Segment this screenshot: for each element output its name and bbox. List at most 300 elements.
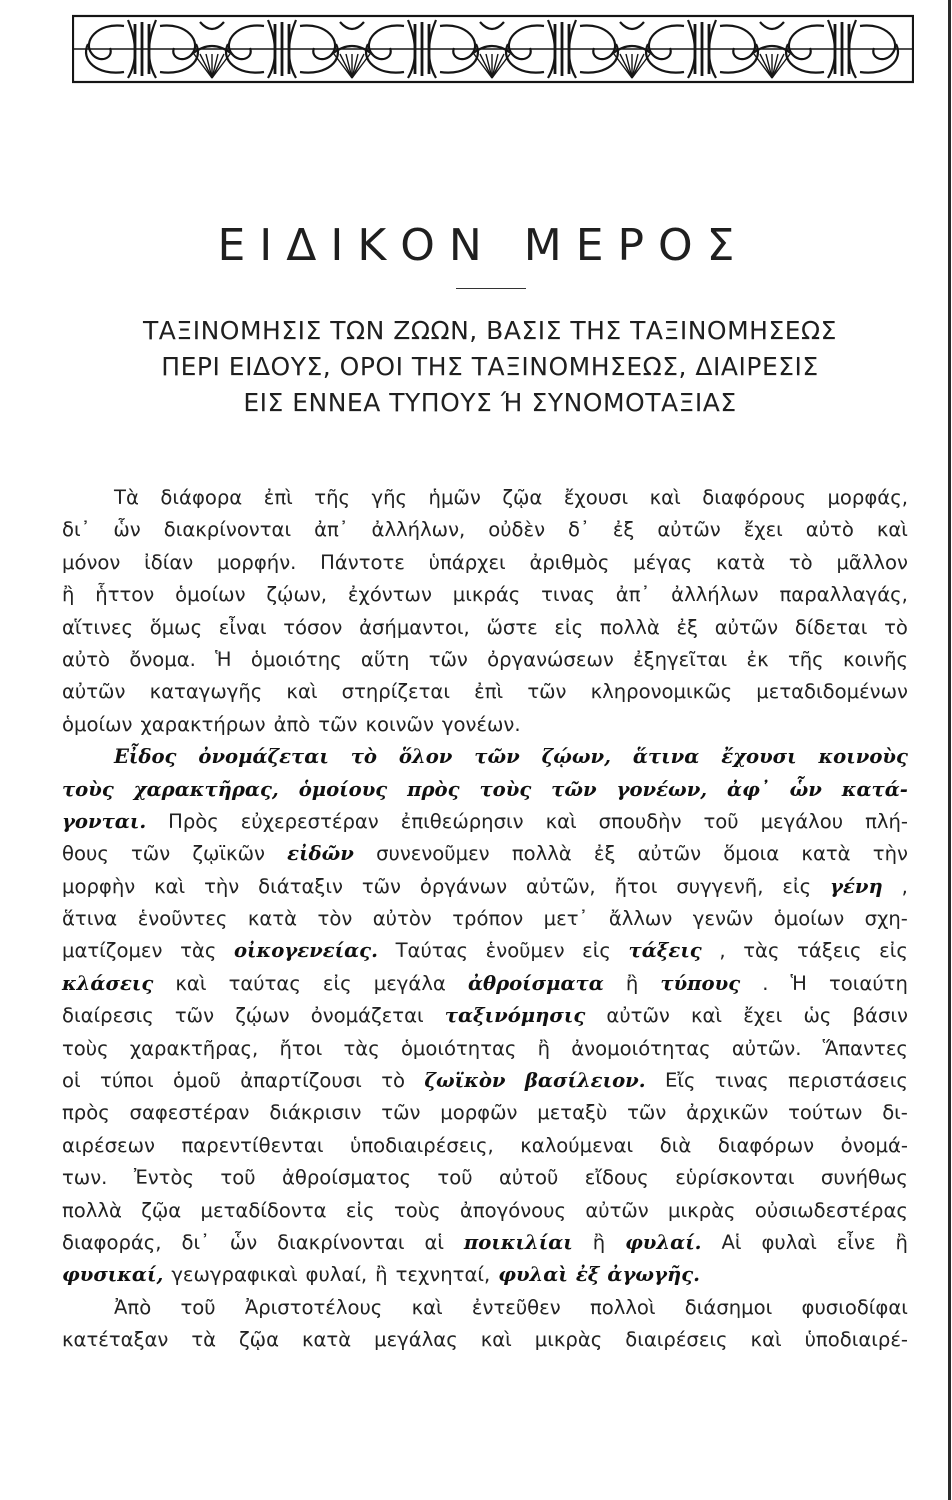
word: μέγας: [633, 550, 693, 574]
word: αὕτη: [360, 647, 410, 671]
text-line: [62, 1324, 908, 1356]
word: καὶ: [286, 680, 318, 704]
word: ὀνομάζεται: [310, 1004, 424, 1028]
word: αὐτῶν: [585, 1198, 649, 1222]
text-line: [62, 1000, 908, 1032]
word: μικρὰς: [534, 1328, 603, 1352]
word: τοιαύτη: [829, 971, 908, 995]
word: τῆς: [314, 486, 350, 509]
word: ἐξ: [676, 615, 698, 639]
word: μεγάλου: [760, 809, 844, 833]
word: μᾶλλον: [836, 550, 908, 574]
text-line: [62, 1259, 908, 1291]
word: τῶν: [627, 1101, 667, 1125]
word: καὶ: [690, 1004, 723, 1028]
text-line: [62, 579, 908, 611]
word: εὑρίσκονται: [675, 1166, 795, 1190]
word: τοῦ: [180, 1295, 216, 1319]
paragraph-3: [62, 1292, 908, 1357]
word: διαίρεσις: [62, 1004, 154, 1028]
word: μορφήν.: [216, 550, 297, 574]
bold-term: ὁμοίους: [298, 777, 388, 801]
word: ἧττον: [95, 583, 155, 607]
word: καλούμεναι: [520, 1133, 634, 1157]
word: ὧν: [113, 518, 141, 542]
bold-term: οἰκογενείας.: [233, 939, 378, 963]
word: τοῦ: [703, 809, 739, 833]
word: ἀθροίσματος: [281, 1166, 411, 1190]
word: τὰς: [743, 939, 780, 963]
text-line: [62, 709, 908, 741]
word: ἤτοι: [279, 1036, 323, 1060]
word: ἀπογόνους: [459, 1198, 566, 1222]
word: γεωγραφικαὶ: [171, 1263, 298, 1287]
word: τὴν: [204, 874, 240, 898]
word: τῶν: [428, 647, 468, 671]
word: Πρὸς: [168, 809, 219, 833]
word: αἱ: [424, 1230, 444, 1254]
word: κατὰ: [247, 907, 298, 931]
word: μεταδίδοντα: [200, 1198, 327, 1222]
word: πλή-: [865, 809, 908, 833]
bold-term: τῶν: [474, 745, 520, 769]
word: ἢ: [375, 1263, 388, 1287]
word: κατὰ: [301, 1328, 352, 1352]
word: τάξεις: [797, 939, 862, 963]
bold-term: ζῴων,: [541, 745, 611, 769]
word: ταύτας: [228, 971, 301, 995]
word: Ἀπὸ: [114, 1295, 152, 1319]
word: τούτων: [788, 1101, 863, 1125]
word: ὁμοῦ: [173, 1069, 221, 1093]
word: ἢ: [625, 971, 639, 995]
word: αὐτοῦ: [498, 1166, 559, 1190]
bold-term: ἐξ: [575, 1263, 600, 1287]
bold-term: ἅτινα: [632, 745, 700, 769]
word: ὁμοίων: [62, 712, 133, 736]
bold-term: ὧν: [789, 777, 822, 801]
word: τῶν: [381, 1101, 421, 1125]
word: ἀρχικῶν: [686, 1101, 769, 1125]
word: χαρακτήρων: [140, 712, 266, 736]
title-divider: [456, 288, 526, 289]
word: ἐπὶ: [474, 680, 504, 704]
word: μεγάλα: [373, 971, 446, 995]
word: καὶ: [480, 1328, 512, 1352]
word: θους: [62, 842, 109, 866]
word: τὰς: [180, 939, 217, 963]
body-text: [62, 482, 908, 1357]
word: ἐξ: [612, 518, 635, 542]
word: διαφοράς,: [62, 1230, 162, 1254]
text-line: [62, 676, 908, 708]
word: ὁμοιότητας: [400, 1036, 517, 1060]
word: Ἀριστοτέλους: [244, 1295, 383, 1319]
word: τινας: [714, 1069, 769, 1093]
word: βάσιν: [852, 1004, 908, 1028]
word: τοὺς: [62, 1036, 109, 1060]
bold-term: ἀγωγῆς.: [607, 1263, 700, 1287]
word: συγγενῆ,: [676, 874, 764, 898]
word: αὐτῶν: [714, 615, 779, 639]
subtitle-line: ΠΕΡΙ ΕΙΔΟΥΣ, ΟΡΟΙ ΤΗΣ ΤΑΞΙΝΟΜΗΣΕΩΣ, ΔΙΑΙΡΕΣΙΣ: [161, 352, 819, 381]
word: γῆς: [371, 486, 408, 509]
text-line: [62, 514, 908, 546]
word: ἀπὸ: [273, 712, 311, 736]
word: Ἅπαντες: [822, 1036, 908, 1060]
bold-term: χαρακτῆρας,: [133, 777, 279, 801]
bold-term: βασίλειον.: [524, 1069, 646, 1093]
word: ὑπάρχει: [428, 550, 506, 574]
text-line: [62, 1130, 908, 1162]
word: πρὸς: [62, 1101, 110, 1125]
word: ἡμῶν: [428, 486, 481, 509]
word: ζῴων,: [266, 583, 328, 607]
word: πολλὰ: [599, 615, 660, 639]
bold-term: τύπους: [660, 971, 741, 995]
word: τὸν: [317, 907, 353, 931]
word: αἵτινες: [62, 615, 134, 639]
word: μεγάλας: [374, 1328, 458, 1352]
subtitle-line: ΤΑΞΙΝΟΜΗΣΙΣ ΤΩΝ ΖΩΩΝ, ΒΑΣΙΣ ΤΗΣ ΤΑΞΙΝΟΜΗΣΕΩΣ: [143, 316, 837, 345]
bold-term: τάξεις: [628, 939, 702, 963]
text-line: [62, 1033, 908, 1065]
word: ἀλλήλων: [671, 583, 759, 607]
word: τεχνηταί,: [395, 1263, 491, 1287]
word: ματίζομεν: [62, 939, 163, 963]
word: ἀλλήλων,: [371, 518, 466, 542]
word: τὰς: [343, 1036, 380, 1060]
word: καὶ: [154, 874, 186, 898]
word: ἢ: [537, 1036, 551, 1060]
word: αὐτὸν: [372, 907, 432, 931]
word: ἑνοῦντες: [137, 907, 228, 931]
page-title: ΕΙΔΙΚΟΝ ΜΕΡΟΣ: [217, 220, 749, 271]
word: εἰς: [879, 939, 908, 963]
word: καὶ: [750, 1328, 782, 1352]
word: φυλαὶ: [761, 1230, 817, 1254]
word: ζῴων: [235, 1004, 290, 1028]
word: ὅμοια: [723, 842, 780, 866]
word: ἢ: [592, 1230, 606, 1254]
word: φυσιοδίφαι: [801, 1295, 908, 1319]
word: συνήθως: [820, 1166, 908, 1190]
word: δι-: [882, 1101, 908, 1125]
word: διαιρέσεις: [625, 1328, 728, 1352]
word: τῶν: [318, 712, 358, 736]
word: κατέταξαν: [62, 1328, 169, 1352]
word: γονέων.: [441, 712, 521, 736]
word: μετ᾿: [543, 907, 589, 931]
bold-term: φυλαὶ: [498, 1263, 568, 1287]
word: εἰς: [345, 1198, 375, 1222]
word: ἢ: [62, 583, 75, 607]
word: Ταύτας: [395, 939, 469, 963]
word: κοινῶν: [365, 712, 434, 736]
word: καταγωγῆς: [149, 680, 263, 704]
word: αὐτῶν: [657, 518, 721, 542]
word: καὶ: [876, 518, 908, 542]
word: μορφῶν: [440, 1101, 518, 1125]
word: ἀσήμαντοι,: [359, 615, 470, 639]
word: οἱ: [62, 1069, 81, 1093]
word: διάσημοι: [684, 1295, 773, 1319]
word: ὁμοιότης: [250, 647, 342, 671]
word: αὐτὸ: [805, 518, 854, 542]
word: εἰς: [582, 939, 611, 963]
word: δι᾿: [181, 1230, 210, 1254]
word: .: [762, 971, 769, 995]
word: Αἱ: [721, 1230, 742, 1254]
word: αιρέσεων: [62, 1133, 155, 1157]
text-line: [62, 1065, 908, 1097]
word: ἐξ: [593, 842, 616, 866]
word: ὀργάνων: [419, 874, 508, 898]
word: αὐτῶν,: [526, 874, 596, 898]
word: αὐτῶν.: [731, 1036, 802, 1060]
word: Τὰ: [114, 486, 139, 509]
bold-term: γένη: [830, 874, 883, 898]
word: μικρὰς: [668, 1198, 736, 1222]
text-line: [62, 741, 908, 773]
text-line: [62, 1097, 908, 1129]
bold-term: ταξινόμησις: [444, 1004, 586, 1028]
bold-term: ὅλον: [398, 745, 453, 769]
word: τρόπον: [452, 907, 524, 931]
bold-term: κλάσεις: [62, 971, 154, 995]
word: ἢ: [895, 1230, 908, 1254]
bold-term: τὸ: [350, 745, 377, 769]
word: παρεντίθενται: [181, 1133, 324, 1157]
word: ζῳϊκῶν: [192, 842, 265, 866]
bold-term: κοινοὺς: [818, 745, 908, 769]
word: τῆς: [787, 647, 824, 671]
word: ὀνομά-: [840, 1133, 908, 1157]
bold-term: ζωϊκὸν: [424, 1069, 506, 1093]
bold-term: Εἶδος: [114, 745, 177, 769]
word: πολλὰ: [62, 1198, 122, 1222]
word: ἐπὶ: [263, 486, 293, 509]
word: τὸ: [788, 550, 813, 574]
word: Ἡ: [215, 647, 232, 671]
text-line: [62, 1227, 908, 1259]
word: καὶ: [545, 809, 577, 833]
text-line: [62, 806, 908, 838]
word: τῶν: [527, 680, 567, 704]
word: τῶν: [174, 1004, 215, 1028]
word: γενῶν: [692, 907, 754, 931]
word: παραλλαγάς,: [779, 583, 908, 607]
word: οὐδὲν: [488, 518, 546, 542]
word: ,: [901, 874, 908, 898]
word: εὐχερεστέραν: [240, 809, 379, 833]
word: αὐτὸ: [62, 647, 111, 671]
word: καὶ: [411, 1295, 443, 1319]
word: τῶν: [131, 842, 171, 866]
word: φυλαί,: [305, 1263, 368, 1287]
word: ζῷα: [239, 1328, 279, 1352]
text-line: [62, 935, 908, 967]
text-line: [62, 1292, 908, 1324]
bold-term: γονέων,: [616, 777, 708, 801]
text-line: [62, 903, 908, 935]
word: διάκρισιν: [269, 1101, 362, 1125]
word: ἐντεῦθεν: [471, 1295, 561, 1319]
word: διακρίνονται: [277, 1230, 405, 1254]
text-line: [62, 838, 908, 870]
word: τοῦ: [220, 1166, 256, 1190]
word: ἀνομοιότητας: [571, 1036, 711, 1060]
word: τινας: [541, 583, 595, 607]
word: ὑποδιαιρέ-: [804, 1328, 908, 1352]
word: πολλὰ: [511, 842, 572, 866]
bold-term: φυλαί.: [625, 1230, 702, 1254]
word: ἄλλων: [608, 907, 673, 931]
word: τὴν: [872, 842, 908, 866]
word: των.: [62, 1166, 108, 1190]
bold-term: ἀθροίσματα: [467, 971, 604, 995]
word: σπουδὴν: [598, 809, 682, 833]
section-subtitle: [60, 313, 920, 421]
word: διαφόρους: [702, 486, 806, 509]
word: στηρίζεται: [341, 680, 450, 704]
word: κοινῆς: [842, 647, 908, 671]
bold-term: εἰδῶν: [287, 842, 354, 866]
word: ἐξηγεῖται: [633, 647, 728, 671]
word: Ἐντὸς: [133, 1166, 194, 1190]
paragraph-1: [62, 482, 908, 741]
word: ὧν: [229, 1230, 258, 1254]
word: ζῷα: [141, 1198, 182, 1222]
word: μορφὴν: [62, 874, 136, 898]
word: μορφάς,: [827, 486, 908, 509]
word: ὅμως: [149, 615, 203, 639]
bold-term: γονται.: [62, 809, 147, 833]
word: τοῦ: [437, 1166, 473, 1190]
word: κατὰ: [715, 550, 766, 574]
word: αὐτῶν: [637, 842, 702, 866]
bold-term: ποικιλίαι: [463, 1230, 573, 1254]
word: χαρακτῆρας,: [129, 1036, 259, 1060]
word: ἑνοῦμεν: [485, 939, 565, 963]
word: περιστάσεις: [788, 1069, 908, 1093]
word: σαφεστέραν: [129, 1101, 250, 1125]
word: καὶ: [649, 486, 681, 509]
word: αὐτῶν: [62, 680, 126, 704]
word: ὑποδιαιρέσεις,: [350, 1133, 494, 1157]
subtitle-line: ΕΙΣ ΕΝΝΕΑ ΤΥΠΟΥΣ Ή ΣΥΝΟΜΟΤΑΞΙΑΣ: [243, 388, 737, 417]
word: Πάντοτε: [320, 550, 405, 574]
bold-term: πρὸς: [407, 777, 460, 801]
text-line: [62, 1195, 908, 1227]
bold-term: ἀφ᾿: [727, 777, 770, 801]
word: τύποι: [100, 1069, 154, 1093]
word: ἀπ᾿: [314, 518, 349, 542]
word: κατὰ: [801, 842, 851, 866]
word: ἐχόντων: [347, 583, 432, 607]
word: ἀριθμὸς: [529, 550, 610, 574]
word: ὁμοίων: [175, 583, 246, 607]
word: ἤτοι: [614, 874, 658, 898]
word: διάταξιν: [258, 874, 343, 898]
word: ἔχουσι: [563, 486, 629, 509]
word: εἴδους: [584, 1166, 649, 1190]
paragraph-2: [62, 741, 908, 1292]
word: ὥστε: [486, 615, 538, 639]
word: διακρίνονται: [163, 518, 292, 542]
bold-term: φυσικαί,: [62, 1263, 164, 1287]
text-line: [62, 1162, 908, 1194]
word: δ᾿: [568, 518, 590, 542]
word: ,: [719, 939, 726, 963]
word: ἐπιθεώρησιν: [400, 809, 524, 833]
word: τὸ: [381, 1069, 405, 1093]
word: εἰς: [782, 874, 812, 898]
text-line: [62, 547, 908, 579]
word: εἰς: [554, 615, 584, 639]
word: τὸ: [884, 615, 908, 639]
word: ἔχει: [743, 1004, 783, 1028]
word: ἐκ: [746, 647, 769, 671]
word: διαφόρων: [717, 1133, 815, 1157]
word: σχη-: [864, 907, 908, 931]
word: τῶν: [361, 874, 401, 898]
word: οὐσιωδεστέρας: [754, 1198, 908, 1222]
word: Ἡ: [790, 971, 807, 995]
word: Εἴς: [664, 1069, 696, 1093]
word: μόνον: [62, 550, 121, 574]
word: ὄνομα.: [129, 647, 196, 671]
word: μικράς: [452, 583, 521, 607]
word: ἰδίαν: [144, 550, 194, 574]
word: μεταξὺ: [537, 1101, 608, 1125]
text-line: [62, 644, 908, 676]
word: τοὺς: [393, 1198, 441, 1222]
word: τὰ: [191, 1328, 217, 1352]
bold-term: ἔχουσι: [721, 745, 797, 769]
text-line: [62, 871, 908, 903]
word: συνενοῦμεν: [376, 842, 490, 866]
word: αὐτῶν: [606, 1004, 670, 1028]
bold-term: ὀνομάζεται: [198, 745, 329, 769]
word: πολλοὶ: [589, 1295, 656, 1319]
word: ὀργανώσεων: [487, 647, 614, 671]
word: εἶναι: [218, 615, 267, 639]
word: ὡς: [803, 1004, 832, 1028]
word: μεταδιδομένων: [756, 680, 908, 704]
text-line: [62, 774, 908, 806]
word: διάφορα: [160, 486, 243, 509]
text-line: [62, 482, 908, 514]
word: εἰς: [322, 971, 352, 995]
word: ἅτινα: [62, 907, 118, 931]
text-line: [62, 968, 908, 1000]
word: δίδεται: [794, 615, 868, 639]
word: κληρονομικῶς: [590, 680, 733, 704]
word: εἶνε: [836, 1230, 876, 1254]
word: ἀπαρτίζουσι: [240, 1069, 362, 1093]
word: ἀπ᾿: [615, 583, 651, 607]
word: διὰ: [659, 1133, 692, 1157]
bold-term: τοὺς: [62, 777, 114, 801]
word: ζῷα: [502, 486, 543, 509]
bold-term: κατά-: [841, 777, 908, 801]
word: ὁμοίων: [773, 907, 845, 931]
text-line: [62, 612, 908, 644]
art-nouveau-ornament-band-icon: [72, 14, 914, 84]
word: δι᾿: [62, 518, 91, 542]
bold-term: τῶν: [551, 777, 597, 801]
